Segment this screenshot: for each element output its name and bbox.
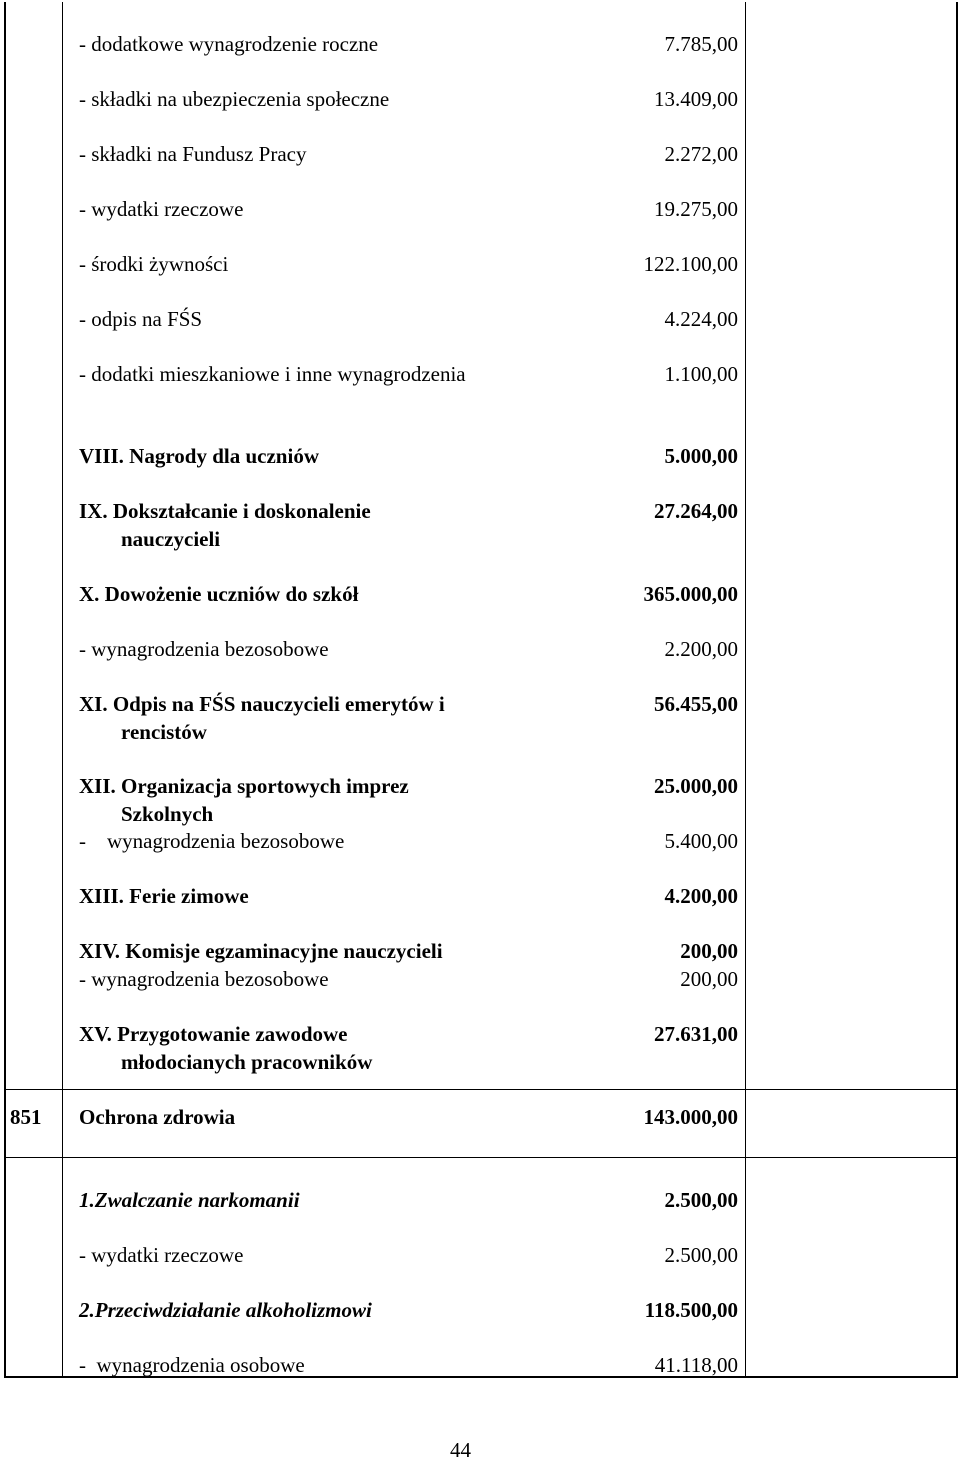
section-amount-x: 365.000,00 (643, 582, 738, 606)
row-amount: 13.409,00 (654, 87, 738, 111)
section-label-xii: XII. Organizacja sportowych imprez (79, 774, 409, 798)
row-amount: 200,00 (680, 967, 738, 991)
column-divider-code (62, 2, 63, 1378)
row-divider-chapter-top (4, 1089, 958, 1090)
row-amount: 41.118,00 (654, 1353, 738, 1377)
section-label-xv-cont: młodocianych pracowników (121, 1050, 373, 1074)
column-divider-amount (745, 2, 746, 1378)
row-label: - wynagrodzenia bezosobowe (79, 967, 329, 991)
chapter-amount: 143.000,00 (643, 1105, 738, 1129)
section-label-x: X. Dowożenie uczniów do szkół (79, 582, 359, 606)
section-amount-xi: 56.455,00 (654, 692, 738, 716)
row-amount: 4.224,00 (664, 307, 738, 331)
row-amount: 2.272,00 (664, 142, 738, 166)
section-amount-xii: 25.000,00 (654, 774, 738, 798)
row-label: - składki na ubezpieczenia społeczne (79, 87, 390, 111)
row-amount: 7.785,00 (664, 32, 738, 56)
row-label: - wynagrodzenia osobowe (79, 1353, 305, 1377)
row-label: - wydatki rzeczowe (79, 197, 244, 221)
section-label-viii: VIII. Nagrody dla uczniów (79, 444, 319, 468)
row-label: - dodatkowe wynagrodzenie roczne (79, 32, 379, 56)
health-label-2: 2.Przeciwdziałanie alkoholizmowi (79, 1298, 372, 1322)
row-label: - odpis na FŚS (79, 307, 203, 331)
row-label: - wynagrodzenia bezosobowe (79, 637, 329, 661)
row-amount: 122.100,00 (643, 252, 738, 276)
section-label-xiv: XIV. Komisje egzaminacyjne nauczycieli (79, 939, 443, 963)
row-divider-chapter-bottom (4, 1157, 958, 1158)
section-amount-xiv: 200,00 (680, 939, 738, 963)
health-amount-1: 2.500,00 (664, 1188, 738, 1212)
row-label: - wydatki rzeczowe (79, 1243, 244, 1267)
chapter-code: 851 (10, 1105, 42, 1129)
section-label-xii-cont: Szkolnych (121, 802, 214, 826)
row-amount: 2.500,00 (664, 1243, 738, 1267)
health-label-1: 1.Zwalczanie narkomanii (79, 1188, 300, 1212)
row-amount: 2.200,00 (664, 637, 738, 661)
row-amount: 1.100,00 (664, 362, 738, 386)
section-label-xiii: XIII. Ferie zimowe (79, 884, 249, 908)
section-label-ix: IX. Dokształcanie i doskonalenie (79, 499, 371, 523)
section-label-xi: XI. Odpis na FŚS nauczycieli emerytów i (79, 692, 445, 716)
section-amount-ix: 27.264,00 (654, 499, 738, 523)
row-label: - wynagrodzenia bezosobowe (79, 829, 345, 853)
row-label: - składki na Fundusz Pracy (79, 142, 307, 166)
row-amount: 19.275,00 (654, 197, 738, 221)
chapter-label: Ochrona zdrowia (79, 1105, 236, 1129)
page-number: 44 (450, 1438, 471, 1462)
section-label-xv: XV. Przygotowanie zawodowe (79, 1022, 348, 1046)
row-label: - dodatki mieszkaniowe i inne wynagrodzenia (79, 362, 466, 386)
section-amount-xv: 27.631,00 (654, 1022, 738, 1046)
section-label-ix-cont: nauczycieli (121, 527, 221, 551)
section-amount-xiii: 4.200,00 (664, 884, 738, 908)
row-amount: 5.400,00 (664, 829, 738, 853)
row-label: - środki żywności (79, 252, 229, 276)
section-label-xi-cont: rencistów (121, 720, 207, 744)
section-amount-viii: 5.000,00 (664, 444, 738, 468)
health-amount-2: 118.500,00 (644, 1298, 738, 1322)
